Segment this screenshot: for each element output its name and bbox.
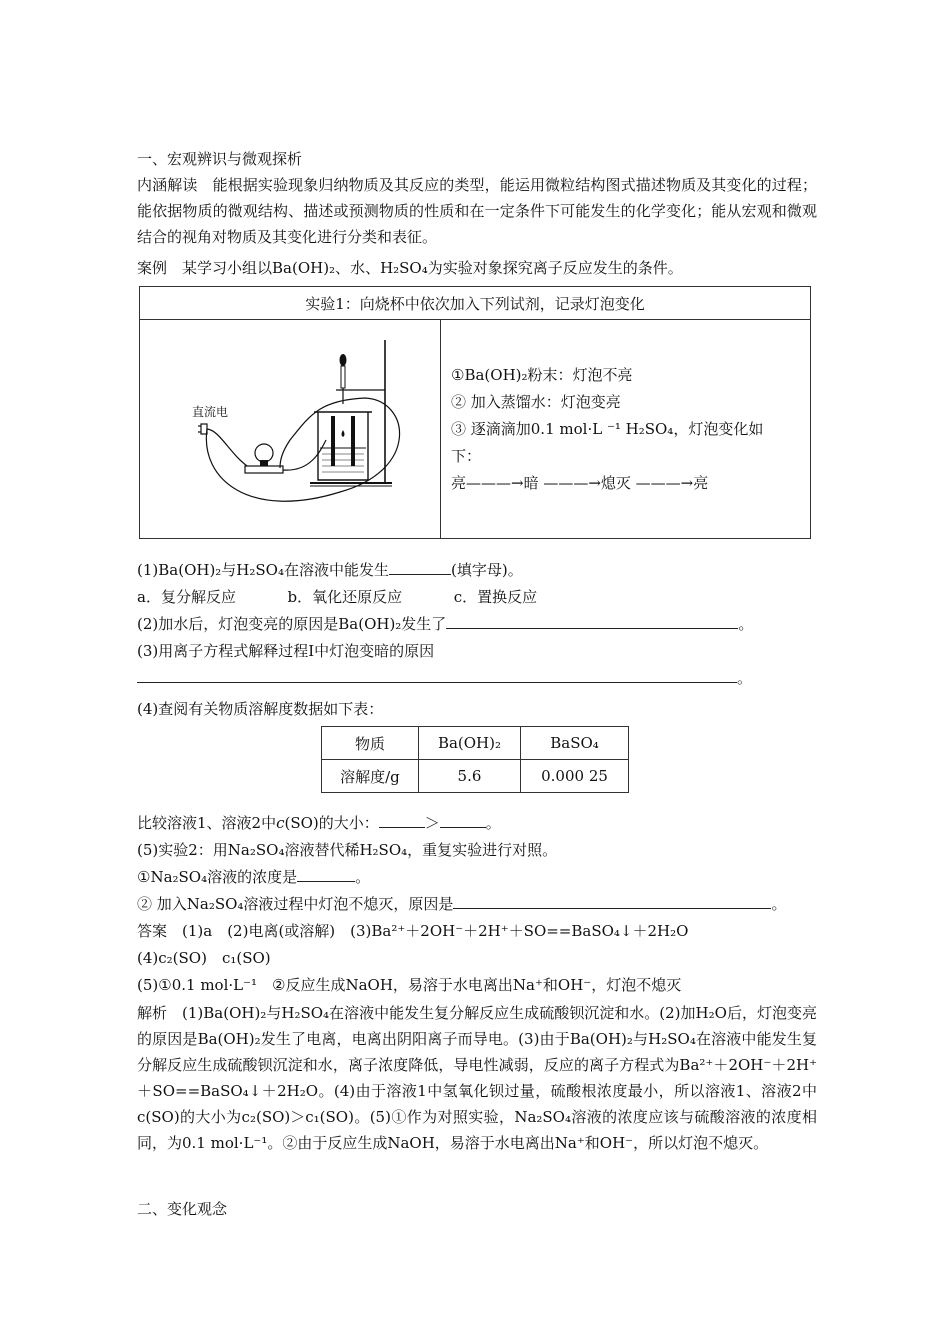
- question-1: (1)Ba(OH)₂与H₂SO₄在溶液中能发生 (填字母)。: [137, 561, 523, 579]
- question-2: (2)加水后，灯泡变亮的原因是Ba(OH)₂发生了 。: [137, 615, 754, 633]
- question-5: (5)实验2：用Na₂SO₄溶液替代稀H₂SO₄，重复实验进行对照。: [137, 841, 558, 859]
- step-1: ①Ba(OH)₂粉末：灯泡不亮: [451, 365, 633, 384]
- sol-baso4-value: 0.000 25: [521, 760, 629, 793]
- question-4: (4)查阅有关物质溶解度数据如下表：: [137, 700, 384, 718]
- answer-blank-1: [389, 559, 451, 575]
- answer-blank-2: [446, 613, 738, 629]
- answer-line-2: (4)c₂(SO) c₁(SO): [137, 949, 271, 967]
- option-a: a．复分解反应: [137, 588, 236, 606]
- question-5-2: ② 加入Na₂SO₄溶液过程中灯泡不熄灭，原因是 。: [137, 895, 787, 913]
- option-b: b．氧化还原反应: [287, 588, 403, 606]
- step-3-cont: 下：: [451, 446, 482, 465]
- light-bulb-icon: [245, 444, 283, 473]
- question-3: (3)用离子方程式解释过程Ⅰ中灯泡变暗的原因: [137, 642, 435, 660]
- experiment-table: [139, 286, 811, 539]
- experiment-header: 实验1：向烧杯中依次加入下列试剂，记录灯泡变化: [140, 287, 811, 320]
- sol-header-baso4: BaSO₄: [521, 727, 629, 760]
- answer-line-3: (5)①0.1 mol·L⁻¹ ②反应生成NaOH，易溶于水电离出Na⁺和OH⁻，灯泡不熄灭: [137, 976, 682, 994]
- answer-blank-5-2: [453, 893, 771, 909]
- question-5-1: ①Na₂SO₄溶液的浓度是 。: [137, 868, 371, 886]
- dropper-icon: [340, 354, 347, 437]
- analysis-paragraph: 解析 (1)Ba(OH)₂与H₂SO₄在溶液中能发生复分解反应生成硫酸钡沉淀和水。(2)加H₂O后，灯泡变亮的原因是Ba(OH)₂发生了电离，电离出阴阳离子而导电。(3)由于Ba(OH)₂与H₂SO₄在溶液中能发生复分解反应生成硫酸钡沉淀和水，离子浓度降低，导电性减弱，反应的离子方程式为Ba²⁺＋2OH⁻＋2H⁺＋SO==BaSO₄↓＋2H₂O。(4)由于溶液1中氢氧化钡过量，硫酸根浓度最小，所以溶液1、溶液2中c(SO)的大小为c₂(SO)＞c₁(SO)。(5)①作为对照实验，Na₂SO₄溶液的浓度应该与硫酸溶液的浓度相同，为0.1 mol·L⁻¹。②由于反应生成NaOH，易溶于水电离出Na⁺和OH⁻，所以灯泡不熄灭。: [137, 1004, 817, 1152]
- section2-title: 二、变化观念: [137, 1200, 228, 1218]
- compare-blank-1: [379, 812, 425, 828]
- answer-blank-3: [137, 667, 737, 683]
- steps-cell: [441, 320, 811, 539]
- compare-blank-2: [440, 812, 486, 828]
- compare-question: 比较溶液1、溶液2中c(SO)的大小： ＞ 。: [137, 814, 501, 832]
- intro-paragraph: 内涵解读 能根据实验现象归纳物质及其反应的类型，能运用微粒结构图式描述物质及其变化的过程；能依据物质的微观结构、描述或预测物质的性质和在一定条件下可能发生的化学变化；能从宏观和微观结合的视角对物质及其变化进行分类和表征。: [137, 176, 817, 246]
- option-c: c．置换反应: [453, 588, 538, 606]
- sol-header-substance: 物质: [322, 727, 419, 760]
- solubility-table: [321, 726, 629, 793]
- step-3: ③ 逐滴滴加0.1 mol·L ⁻¹ H₂SO₄，灯泡变化如: [451, 419, 764, 438]
- step-4-sequence: 亮———→暗 ———→熄灭 ———→亮: [451, 473, 709, 492]
- sol-row-label: 溶解度/g: [322, 760, 419, 793]
- sol-header-baoh2: Ba(OH)₂: [418, 727, 520, 760]
- apparatus-diagram: [140, 320, 440, 534]
- apparatus-cell: [140, 320, 441, 539]
- question-1-options: [137, 584, 817, 610]
- sol-baoh2-value: 5.6: [418, 760, 520, 793]
- question-3-answer-line: 。: [137, 665, 817, 691]
- section1-title: 一、宏观辨识与微观探析: [137, 150, 303, 168]
- case-statement: 案例 某学习小组以Ba(OH)₂、水、H₂SO₄为实验对象探究离子反应发生的条件。: [137, 259, 683, 277]
- answer-line-1: 答案 (1)a (2)电离(或溶解) (3)Ba²⁺＋2OH⁻＋2H⁺＋SO==BaSO₄↓＋2H₂O: [137, 922, 689, 940]
- answer-blank-5-1: [297, 866, 355, 882]
- step-2: ② 加入蒸馏水：灯泡变亮: [451, 392, 621, 411]
- dc-power-label: 直流电: [192, 405, 229, 419]
